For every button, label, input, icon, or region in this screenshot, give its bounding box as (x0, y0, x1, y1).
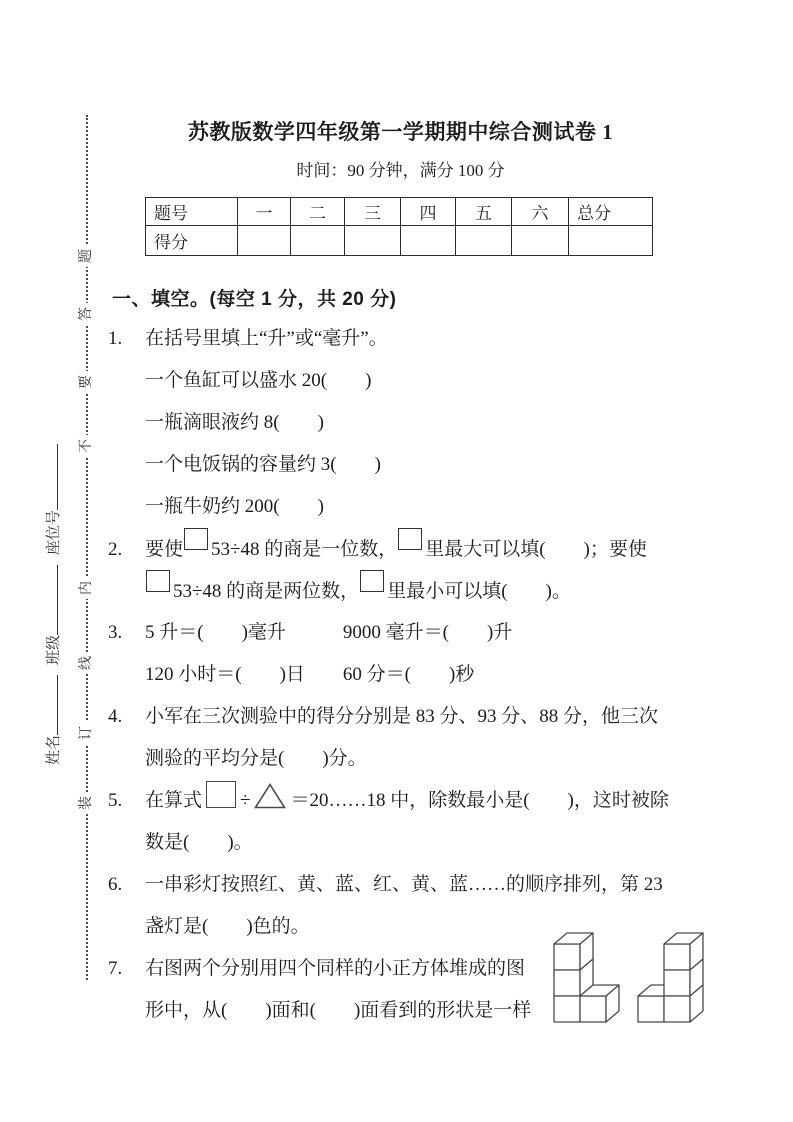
score-empty-cell (238, 226, 291, 256)
student-info-column (42, 340, 62, 765)
score-empty-cell (401, 226, 456, 256)
question-1-item: 一瓶滴眼液约 8( ) (145, 412, 324, 433)
question-2 (108, 528, 708, 570)
class-label: 班级 (46, 634, 62, 665)
question-number: 2. (108, 539, 123, 560)
questions-area (108, 318, 708, 1032)
cube-figure-left (552, 931, 622, 1026)
score-table-cell: 总分 (569, 198, 653, 226)
question-text: 5 升＝( )毫升 9000 毫升＝( )升 (145, 622, 513, 643)
question-6 (108, 864, 708, 906)
question-text: ＝20……18 中，除数最小是( )，这时被除 (290, 790, 669, 811)
question-3-line2: 120 小时＝( )日 60 分＝( )秒 (145, 664, 475, 685)
binding-dotted-line (79, 115, 94, 980)
question-number: 7. (108, 958, 123, 979)
binding-line-char: 线 (76, 652, 98, 674)
score-empty-cell (512, 226, 569, 256)
question-text: 小军在三次测验中的得分分别是 83 分、93 分、88 分，他三次 (145, 706, 659, 727)
question-6-line2: 盏灯是( )色的。 (145, 916, 310, 937)
binding-line-char: 要 (76, 371, 98, 393)
question-number: 5. (108, 790, 123, 811)
question-text: 里最大可以填( )；要使 (425, 539, 647, 560)
binding-line-char: 装 (76, 792, 98, 814)
binding-line-char: 不 (76, 435, 98, 457)
section-heading: 一、填空。(每空 1 分，共 20 分) (112, 289, 397, 310)
blank-box-icon (360, 570, 384, 592)
binding-line-char: 内 (76, 577, 98, 599)
paper-subtitle: 时间：90 分钟，满分 100 分 (296, 161, 505, 180)
question-text: 53÷48 的商是一位数， (211, 539, 398, 560)
class-blank-line (42, 565, 58, 635)
question-1 (108, 318, 708, 360)
question-text: 53÷48 的商是两位数， (173, 581, 360, 602)
score-table (145, 197, 653, 256)
question-5-line2: 数是( )。 (145, 832, 253, 853)
seat-blank-line (42, 444, 58, 510)
score-table-cell: 题号 (146, 198, 238, 226)
question-text: 里最小可以填( )。 (387, 581, 571, 602)
score-table-score-row (146, 226, 653, 256)
divide-sign: ÷ (240, 790, 251, 811)
cube-figure-right (636, 931, 706, 1026)
question-1-item: 一个鱼缸可以盛水 20( ) (145, 370, 372, 391)
score-table-cell: 五 (456, 198, 512, 226)
question-text: 要使 (145, 539, 184, 560)
question-number: 1. (108, 328, 123, 349)
score-table-cell: 二 (291, 198, 345, 226)
name-label: 姓名 (46, 734, 62, 765)
question-1-item: 一个电饭锅的容量约 3( ) (145, 454, 381, 475)
score-table-cell: 三 (345, 198, 401, 226)
question-number: 4. (108, 706, 123, 727)
score-table-cell: 一 (238, 198, 291, 226)
score-empty-cell (291, 226, 345, 256)
question-4 (108, 696, 708, 738)
question-text: 右图两个分别用四个同样的小正方体堆成的图 (145, 958, 526, 979)
score-row-label: 得分 (146, 226, 238, 256)
question-5 (108, 780, 708, 822)
blank-box-icon (146, 570, 170, 592)
seat-label: 座位号 (46, 509, 62, 555)
question-3 (108, 612, 708, 654)
triangle-icon (253, 782, 287, 810)
binding-line-char: 订 (76, 722, 98, 744)
paper-title: 苏教版数学四年级第一学期期中综合测试卷 1 (187, 120, 614, 144)
blank-box-icon (398, 528, 422, 550)
score-table-header-row (146, 198, 653, 226)
question-4-line2: 测验的平均分是( )分。 (145, 748, 367, 769)
question-text: 在括号里填上“升”或“毫升”。 (145, 328, 388, 349)
question-1-item: 一瓶牛奶约 200( ) (145, 496, 324, 517)
question-7-line2: 形中，从( )面和( )面看到的形状是一样 (145, 1000, 532, 1021)
name-blank-line (42, 675, 58, 735)
score-table-cell: 四 (401, 198, 456, 226)
blank-box-icon (184, 528, 208, 550)
blank-box-icon (206, 781, 236, 808)
question-text: 一串彩灯按照红、黄、蓝、红、黄、蓝……的顺序排列，第 23 (145, 874, 663, 895)
score-empty-cell (345, 226, 401, 256)
question-text: 在算式 (145, 790, 203, 811)
cube-figures (552, 931, 716, 1026)
score-table-cell: 六 (512, 198, 569, 226)
question-number: 3. (108, 622, 123, 643)
score-empty-cell (456, 226, 512, 256)
binding-line-char: 答 (76, 303, 98, 325)
score-empty-cell (569, 226, 653, 256)
binding-line-char: 题 (76, 245, 98, 267)
question-number: 6. (108, 874, 123, 895)
question-2-line2 (108, 570, 708, 612)
